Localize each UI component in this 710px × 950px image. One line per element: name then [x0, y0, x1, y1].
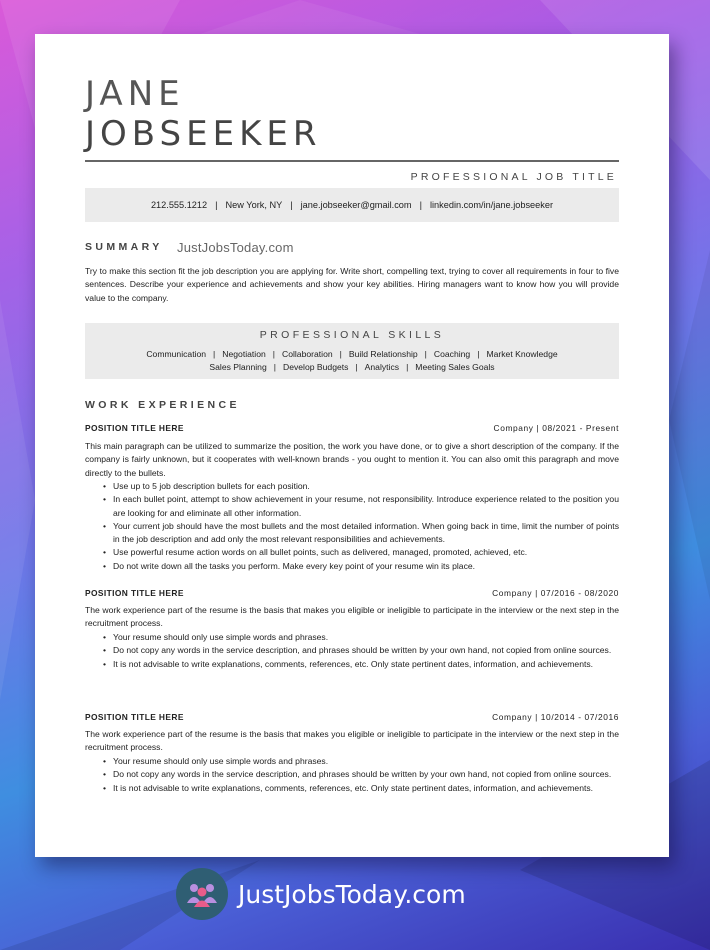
contact-linkedin[interactable]: linkedin.com/in/jane.jobseeker [429, 200, 554, 210]
skill-item: Develop Budgets [282, 362, 349, 372]
skills-box [85, 323, 619, 379]
skill-separator: | [272, 349, 275, 359]
skill-item: Analytics [364, 362, 400, 372]
site-footer[interactable] [176, 868, 466, 920]
experience-heading: WORK EXPERIENCE [85, 399, 240, 411]
skill-separator: | [213, 349, 216, 359]
skill-item: Meeting Sales Goals [415, 362, 495, 372]
skill-separator: | [424, 349, 427, 359]
position-meta: Company | 07/2016 - 08/2020 [492, 588, 619, 598]
skill-item: Market Knowledge [486, 349, 558, 359]
skill-item: Communication [146, 349, 207, 359]
bullet-item: • Your resume should only use simple words and phrases. [103, 631, 619, 644]
last-name: JOBSEEKER [85, 114, 322, 154]
job-paragraph: This main paragraph can be utilized to summarize the position, the work you have done, or to give a short description of the company. If the company is fairly unknown, but it cooperates with well-known brands - you ought to mention it. You can also omit this paragraph and move directly to the bullets. [85, 441, 619, 478]
summary-heading: SUMMARY [85, 241, 163, 253]
skill-item: Build Relationship [348, 349, 418, 359]
contact-phone: 212.555.1212 [150, 200, 208, 210]
summary-text: Try to make this section fit the job description you are applying for. Write short, compelling text, trying to cover all requirements in four to five sentences. Describe your experience and achievements and show your key abilities. Hiring managers want to know how you will provide value to the company. [85, 266, 619, 303]
bullet-item: • Use up to 5 job description bullets for each position. [103, 480, 619, 493]
job-paragraph: The work experience part of the resume is the basis that makes you eligible or ineligible to participate in the interview or the next step in the recruitment process. [85, 729, 619, 753]
position-title: POSITION TITLE HERE [85, 423, 184, 433]
people-group-icon [176, 868, 228, 920]
skill-separator: | [477, 349, 480, 359]
contact-separator: | [290, 200, 293, 210]
job-title: PROFESSIONAL JOB TITLE [410, 171, 617, 183]
position-meta: Company | 10/2014 - 07/2016 [492, 712, 619, 722]
footer-site-name[interactable]: JustJobsToday.com [238, 879, 466, 909]
skills-row-1 [85, 349, 619, 359]
contact-location: New York, NY [225, 200, 283, 210]
skill-separator: | [339, 349, 342, 359]
job-header [85, 588, 619, 598]
candidate-name [85, 74, 321, 154]
position-meta: Company | 08/2021 - Present [493, 423, 619, 433]
job-paragraph: The work experience part of the resume is the basis that makes you eligible or ineligible to participate in the interview or the next step in the recruitment process. [85, 605, 619, 629]
job-header [85, 423, 619, 433]
position-title: POSITION TITLE HERE [85, 588, 184, 598]
skill-item: Negotiation [222, 349, 266, 359]
resume-page [35, 34, 669, 857]
contact-separator: | [419, 200, 422, 210]
job-bullets [103, 631, 619, 671]
skill-item: Collaboration [282, 349, 333, 359]
contact-separator: | [215, 200, 218, 210]
skill-separator: | [406, 362, 409, 372]
header-divider [85, 160, 619, 162]
position-title: POSITION TITLE HERE [85, 712, 184, 722]
bullet-item: • Your current job should have the most bullets and the most detailed information. When going back in time, limit the number of points in the job description and add only the most relevant responsibilities and achievements. [103, 520, 619, 547]
skill-separator: | [273, 362, 276, 372]
job-bullets [103, 755, 619, 795]
bullet-item: • Use powerful resume action words on all bullet points, such as delivered, managed, promoted, achieved, etc. [103, 546, 619, 559]
bullet-item: • It is not advisable to write explanations, comments, references, etc. Only state pertinent dates, information, and achievements. [103, 658, 619, 671]
bullet-item: • It is not advisable to write explanations, comments, references, etc. Only state pertinent dates, information, and achievements. [103, 782, 619, 795]
contact-bar [85, 188, 619, 222]
skill-item: Coaching [433, 349, 471, 359]
job-header [85, 712, 619, 722]
first-name: JANE [85, 74, 185, 114]
bullet-item: • Do not copy any words in the service description, and phrases should be written by your own hand, not copied from online sources. [103, 644, 619, 657]
contact-email[interactable]: jane.jobseeker@gmail.com [300, 200, 412, 210]
bullet-item: • Your resume should only use simple words and phrases. [103, 755, 619, 768]
skills-heading: PROFESSIONAL SKILLS [259, 329, 445, 341]
skills-row-2 [85, 362, 619, 372]
bullet-item: • In each bullet point, attempt to show achievement in your resume, not responsibility. Introduce experience related to the position you are looking for and eliminate all other information. [103, 493, 619, 520]
watermark-text: JustJobsToday.com [177, 240, 294, 255]
skill-item: Sales Planning [209, 362, 267, 372]
bullet-item: • Do not write down all the tasks you perform. Make every key point of your resume win its place. [103, 560, 619, 573]
bullet-item: • Do not copy any words in the service description, and phrases should be written by your own hand, not copied from online sources. [103, 768, 619, 781]
skill-separator: | [355, 362, 358, 372]
job-bullets [103, 480, 619, 573]
